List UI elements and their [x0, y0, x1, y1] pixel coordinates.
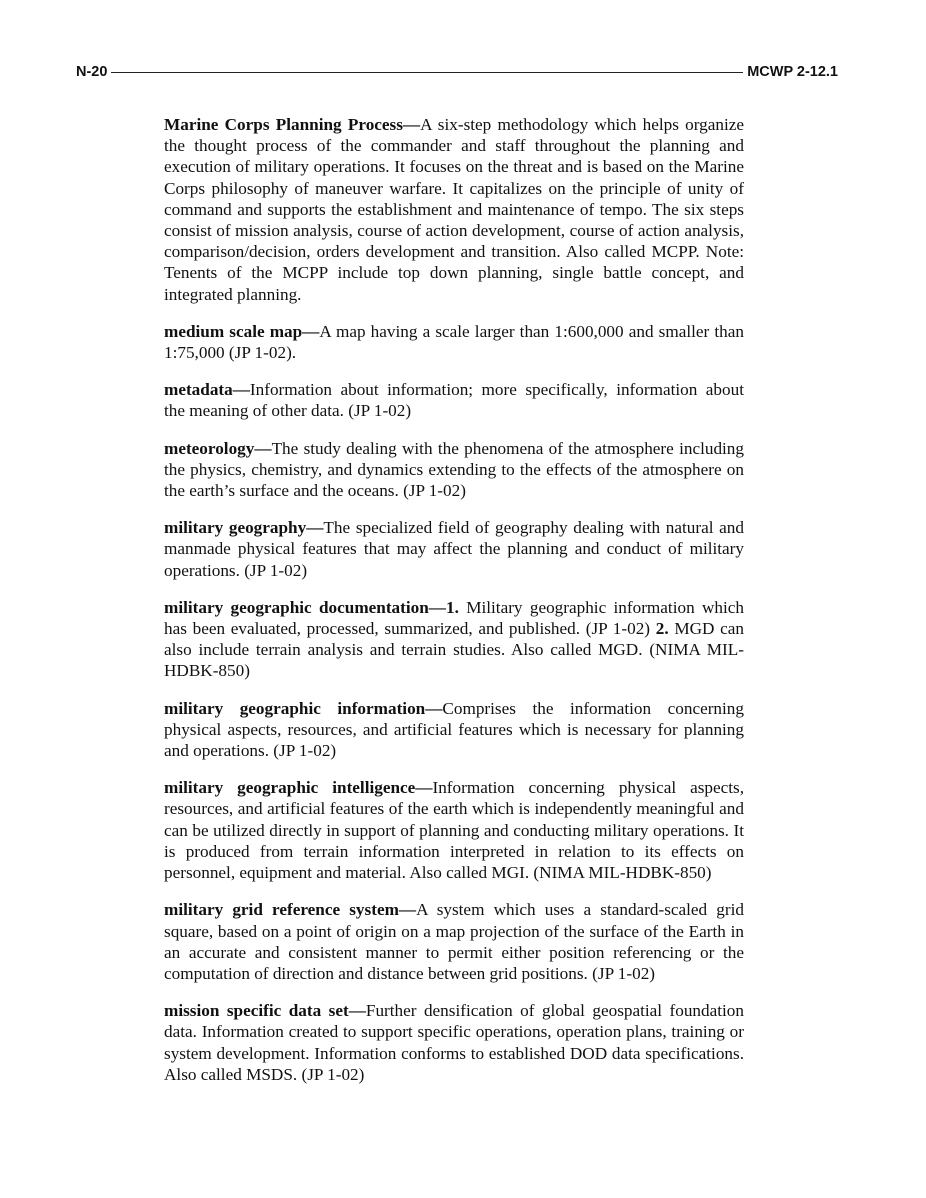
- glossary-entry: [164, 777, 744, 883]
- glossary-body: [164, 114, 744, 1101]
- page-header: [76, 60, 838, 84]
- entry-definition: The specialized field of geography dealing with natural and manmade physical features that may affect the planning and conduct of military operations. (JP 1-02): [164, 518, 744, 580]
- entry-definition: Information concerning physical aspects, resources, and artificial features of the earth which is independently meaningful and can be utilized directly in support of planning and conducting military operations. It is produced from terrain information interpreted in relation to its effects on personnel, equipment and material. Also called MGI. (NIMA MIL-HDBK-850): [164, 778, 744, 883]
- glossary-entry: [164, 698, 744, 762]
- entry-definition: Further densification of global geospatial foundation data. Information created to support specific operations, operation plans, training or system development. Information conforms to established DOD data specifications. Also called MSDS. (JP 1-02): [164, 1001, 744, 1084]
- entry-term: metadata—: [164, 380, 250, 400]
- entry-definition-2: MGD can also include terrain analysis and terrain studies. Also called MGD. (NIMA MIL-HDBK-850): [164, 619, 744, 681]
- entry-definition: A map having a scale larger than 1:600,000 and smaller than 1:75,000 (JP 1-02).: [164, 321, 744, 363]
- glossary-entry: [164, 899, 744, 984]
- entry-term: Marine Corps Planning Process—: [164, 115, 421, 134]
- glossary-entry: [164, 321, 744, 363]
- publication-id: MCWP 2-12.1: [747, 64, 838, 80]
- definition-number-1: 1.: [445, 597, 459, 617]
- glossary-entry: [164, 379, 744, 421]
- definition-number-2: 2.: [655, 619, 669, 639]
- entry-definition: The study dealing with the phenomena of the atmosphere including the physics, chemistry, and dynamics extending to the effects of the atmosphere on the earth’s surface and the oceans. (JP 1-02): [164, 438, 744, 501]
- entry-definition: Comprises the information concerning physical aspects, resources, and artificial features which is necessary for planning and operations. (JP 1-02): [164, 698, 744, 761]
- entry-term: meteorology—: [164, 438, 272, 458]
- entry-definition-1: Military geographic information which has been evaluated, processed, summarized, and published. (JP 1-02): [164, 597, 744, 639]
- glossary-entry: [164, 438, 744, 502]
- entry-term: military geographic information—: [164, 698, 443, 718]
- entry-definition: A system which uses a standard-scaled grid square, based on a point of origin on a map projection of the surface of the Earth in an accurate and consistent manner to permit either position referencing or the computation of direction and distance between grid positions. (JP 1-02): [164, 900, 744, 983]
- glossary-entry: [164, 517, 744, 581]
- entry-term: military grid reference system—: [164, 900, 417, 920]
- glossary-entry: [164, 114, 744, 305]
- entry-definition: Information about information; more specifically, information about the meaning of other data. (JP 1-02): [164, 380, 744, 421]
- entry-term: mission specific data set—: [164, 1001, 366, 1021]
- entry-term: military geographic documentation—: [164, 597, 446, 617]
- glossary-entry: [164, 597, 744, 682]
- entry-term: medium scale map—: [164, 321, 320, 341]
- page-number: N-20: [76, 64, 108, 80]
- entry-term: military geography—: [164, 518, 324, 538]
- entry-definition: A six-step methodology which helps organize the thought process of the commander and staff throughout the planning and execution of military operations. It focuses on the threat and is based on the Marine Corps philosophy of maneuver warfare. It capitalizes on the principle of unity of command and supports the establishment and maintenance of tempo. The six steps consist of mission analysis, course of action development, course of action analysis, comparison/decision, orders development and transition. Also called MCPP. Note: Tenents of the MCPP include top down planning, single battle concept, and integrated planning.: [164, 115, 744, 304]
- header-rule: [111, 72, 743, 73]
- entry-term: military geographic intelligence—: [164, 778, 433, 798]
- glossary-entry: [164, 1000, 744, 1085]
